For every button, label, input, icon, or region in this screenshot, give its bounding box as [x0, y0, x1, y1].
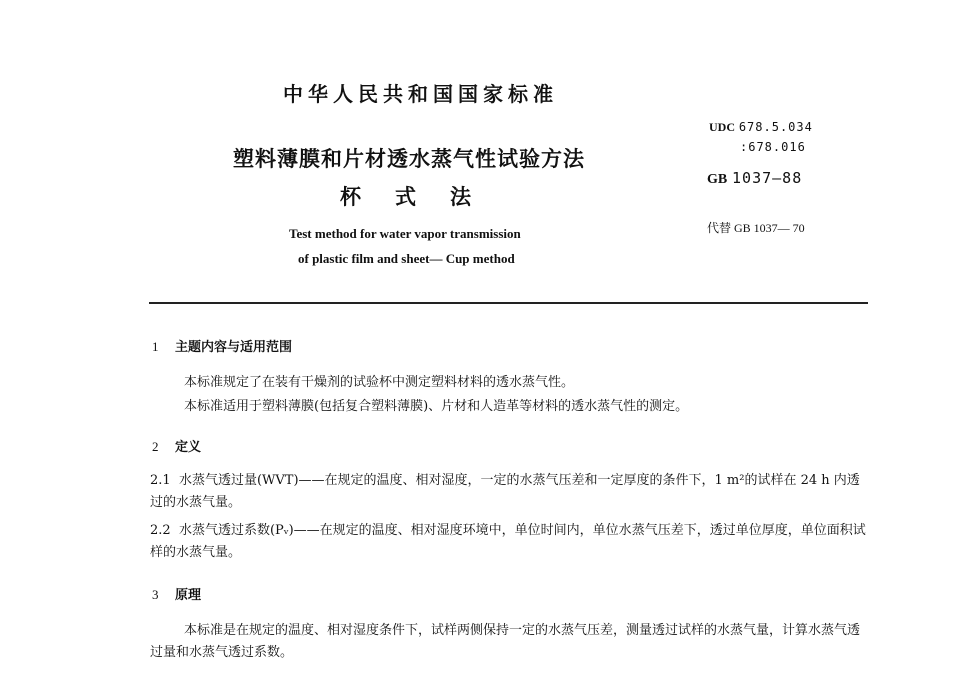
section-number: 3 [152, 587, 159, 602]
section-3-heading [152, 584, 201, 603]
definition-number: 2.2 [150, 523, 171, 538]
national-standard-heading: 中华人民共和国国家标准 [283, 82, 558, 106]
section-title: 原理 [175, 588, 202, 603]
udc-code-secondary: :678.016 [740, 140, 806, 154]
gb-label: GB [707, 172, 728, 187]
section-1-heading [152, 336, 292, 355]
definition-2-1 [150, 470, 872, 514]
definition-number: 2.1 [150, 473, 171, 488]
section-number: 2 [152, 439, 159, 454]
udc-code [709, 120, 813, 135]
udc-label: UDC [709, 120, 735, 134]
document-subtitle-zh: 杯式法 [340, 185, 505, 209]
replaces-standard: 代替 GB 1037— 70 [707, 221, 805, 235]
definition-text: 水蒸气透过系数(Pᵥ)——在规定的温度、相对湿度环境中，单位时间内，单位水蒸气压差下，透过单位厚度，单位面积试样的水蒸气量。 [150, 523, 866, 560]
definition-text: 水蒸气透过量(WVT)——在规定的温度、相对湿度，一定的水蒸气压差和一定厚度的条件下，1 m²的试样在 24 h 内透过的水蒸气量。 [150, 473, 860, 510]
section-2-heading [152, 436, 201, 455]
definition-2-2 [150, 520, 872, 564]
document-title-zh: 塑料薄膜和片材透水蒸气性试验方法 [233, 147, 585, 171]
udc-number: 678.5.034 [738, 120, 813, 134]
gb-standard-number [707, 169, 802, 188]
document-title-en-line2: of plastic film and sheet— Cup method [298, 251, 515, 266]
gb-number: 1037—88 [732, 169, 803, 187]
document-title-en-line1: Test method for water vapor transmission [289, 226, 521, 241]
section-title: 定义 [175, 440, 202, 455]
section-number: 1 [152, 339, 159, 354]
section-1-paragraph-1: 本标准规定了在装有干燥剂的试验杯中测定塑料材料的透水蒸气性。 [184, 375, 575, 390]
header-divider [149, 302, 868, 304]
section-title: 主题内容与适用范围 [175, 340, 293, 355]
section-1-paragraph-2: 本标准适用于塑料薄膜(包括复合塑料薄膜)、片材和人造革等材料的透水蒸气性的测定。 [184, 399, 689, 414]
section-3-paragraph-1: 本标准是在规定的温度、相对湿度条件下，试样两侧保持一定的水蒸气压差，测量透过试样的水蒸气量，计算水蒸气透过量和水蒸气透过系数。 [150, 623, 861, 660]
